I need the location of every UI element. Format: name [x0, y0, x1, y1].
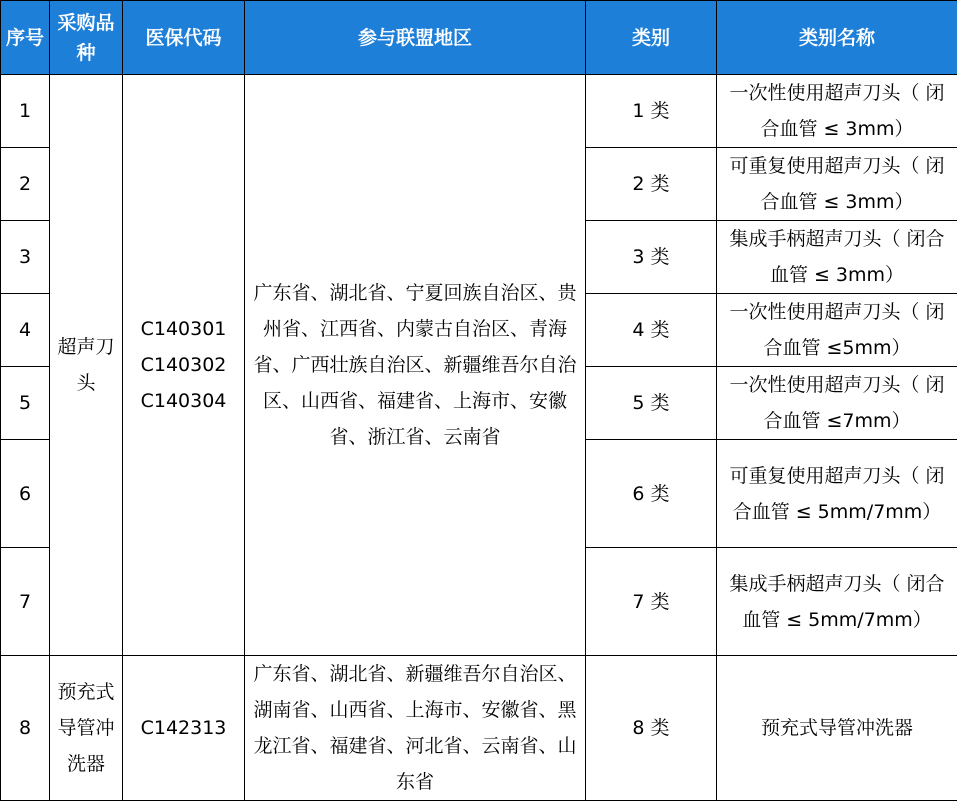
- seq-cell: 7: [1, 548, 50, 656]
- header-row: [1, 1, 957, 75]
- seq-cell: 2: [1, 148, 50, 221]
- header-region: 参与联盟地区: [245, 1, 586, 75]
- category-cell: 6 类: [586, 440, 717, 548]
- product-cell: 预充式导管冲洗器: [50, 656, 123, 801]
- category-cell: 1 类: [586, 75, 717, 148]
- category-name-cell: 可重复使用超声刀头（ 闭合血管 ≤ 5mm/7mm）: [717, 440, 957, 548]
- seq-cell: 4: [1, 294, 50, 367]
- category-name-cell: 一次性使用超声刀头（ 闭合血管 ≤7mm）: [717, 367, 957, 440]
- category-cell: 4 类: [586, 294, 717, 367]
- category-cell: 2 类: [586, 148, 717, 221]
- product-cell: 超声刀头: [50, 75, 123, 656]
- category-cell: 7 类: [586, 548, 717, 656]
- category-cell: 8 类: [586, 656, 717, 801]
- category-name-cell: 可重复使用超声刀头（ 闭合血管 ≤ 3mm）: [717, 148, 957, 221]
- code-cell: C142313: [123, 656, 245, 801]
- category-name-cell: 一次性使用超声刀头（ 闭合血管 ≤5mm）: [717, 294, 957, 367]
- category-name-cell: 集成手柄超声刀头（ 闭合血管 ≤ 3mm）: [717, 221, 957, 294]
- header-category-name: 类别名称: [717, 1, 957, 75]
- category-cell: 5 类: [586, 367, 717, 440]
- category-name-cell: 一次性使用超声刀头（ 闭合血管 ≤ 3mm）: [717, 75, 957, 148]
- table-row: [1, 656, 957, 801]
- seq-cell: 6: [1, 440, 50, 548]
- category-cell: 3 类: [586, 221, 717, 294]
- seq-cell: 5: [1, 367, 50, 440]
- region-cell: 广东省、湖北省、宁夏回族自治区、贵州省、江西省、内蒙古自治区、青海省、广西壮族自治区、新疆维吾尔自治区、山西省、福建省、上海市、安徽省、浙江省、云南省: [245, 75, 586, 656]
- seq-cell: 3: [1, 221, 50, 294]
- seq-cell: 8: [1, 656, 50, 801]
- header-seq: 序号: [1, 1, 50, 75]
- header-product: 采购品种: [50, 1, 123, 75]
- header-code: 医保代码: [123, 1, 245, 75]
- category-name-cell: 集成手柄超声刀头（ 闭合血管 ≤ 5mm/7mm）: [717, 548, 957, 656]
- code-cell: C140301 C140302 C140304: [123, 75, 245, 656]
- region-cell: 广东省、湖北省、新疆维吾尔自治区、湖南省、山西省、上海市、安徽省、黑龙江省、福建省、河北省、云南省、山东省: [245, 656, 586, 801]
- table-row: [1, 75, 957, 148]
- category-name-cell: 预充式导管冲洗器: [717, 656, 957, 801]
- header-category: 类别: [586, 1, 717, 75]
- seq-cell: 1: [1, 75, 50, 148]
